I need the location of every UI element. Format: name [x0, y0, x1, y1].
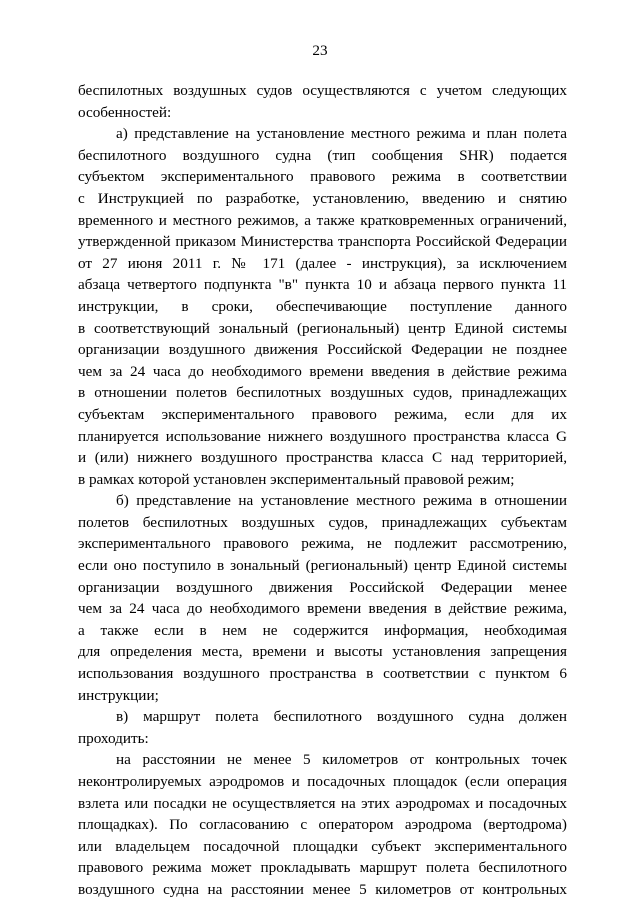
text-line: для определения места, времени и высоты установления запрещения — [78, 643, 567, 661]
text-line: субъектом экспериментального правового режима в соответствии — [78, 168, 567, 186]
text-line: полетов беспилотных воздушных судов, принадлежащих субъектам — [78, 513, 567, 531]
text-line: в отношении полетов беспилотных воздушных судов, принадлежащих — [78, 384, 567, 402]
text-line: в рамках которой установлен экспериментальный правовой режим; — [78, 470, 515, 488]
text-line: с Инструкцией по разработке, установлению, введению и снятию — [78, 189, 567, 207]
text-line: и (или) нижнего воздушного пространства класса C над территорией, — [78, 449, 567, 467]
text-line: беспилотного воздушного судна (тип сообщения SHR) подается — [78, 146, 567, 164]
text-line: беспилотных воздушных судов осуществляются с учетом следующих — [78, 82, 567, 99]
text-line: или владельцем посадочной площадки субъект экспериментального — [78, 837, 567, 855]
text-line: а также если в нем не содержится информация, необходимая — [78, 621, 567, 639]
text-line: правового режима может прокладывать маршрут полета беспилотного — [78, 859, 567, 877]
text-line: воздушного судна на расстоянии менее 5 километров от контрольных — [78, 880, 567, 898]
paragraph-continuation — [78, 80, 567, 123]
text-line: утвержденной приказом Министерства транспорта Российской Федерации — [78, 233, 567, 251]
text-line: чем за 24 часа до необходимого времени введения в действие режима — [78, 362, 567, 380]
text-line: если оно поступило в зональный (региональный) центр Единой системы — [78, 557, 567, 575]
paragraph-subitem-a — [78, 123, 567, 490]
document-body — [78, 80, 567, 901]
page-number: 23 — [312, 42, 328, 59]
text-line: проходить: — [78, 729, 149, 747]
paragraph-subitem-b — [78, 490, 567, 706]
text-line: инструкции, в сроки, обеспечивающие поступление данного — [78, 297, 567, 315]
text-line: в) маршрут полета беспилотного воздушного судна должен — [116, 708, 567, 726]
text-line: взлета или посадки не осуществляется на этих аэродромах и посадочных — [78, 794, 567, 812]
text-line: инструкции; — [78, 686, 159, 704]
text-line: временного и местного режимов, а также кратковременных ограничений, — [78, 211, 567, 229]
text-line: в соответствующий зональный (региональный) центр Единой системы — [78, 319, 567, 337]
paragraph-distance-requirement — [78, 749, 567, 900]
text-line: особенностей: — [78, 103, 172, 121]
text-line: площадках). По согласованию с оператором аэродрома (вертодрома) — [78, 816, 567, 834]
text-line: на расстоянии не менее 5 километров от контрольных точек — [116, 751, 567, 769]
text-line: абзаца четвертого подпункта "в" пункта 10 и абзаца первого пункта 11 — [78, 276, 567, 294]
text-line: организации воздушного движения Российской Федерации не позднее — [78, 341, 567, 359]
text-line: от 27 июня 2011 г. № 171 (далее - инструкция), за исключением — [78, 254, 567, 272]
paragraph-subitem-v — [78, 706, 567, 749]
text-line: использования воздушного пространства в соответствии с пунктом 6 — [78, 665, 567, 683]
text-line: планируется использование нижнего воздушного пространства класса G — [78, 427, 567, 445]
text-line: а) представление на установление местного режима и план полета — [116, 125, 567, 143]
text-line: экспериментального правового режима, не подлежит рассмотрению, — [78, 535, 567, 553]
text-line: б) представление на установление местного режима в отношении — [116, 492, 567, 510]
text-line: организации воздушного движения Российской Федерации менее — [78, 578, 567, 596]
text-line: субъектам экспериментального правового режима, если для их — [78, 405, 567, 423]
text-line: неконтролируемых аэродромов и посадочных площадок (если операция — [78, 773, 567, 790]
text-line: чем за 24 часа до необходимого времени введения в действие режима, — [78, 600, 567, 618]
